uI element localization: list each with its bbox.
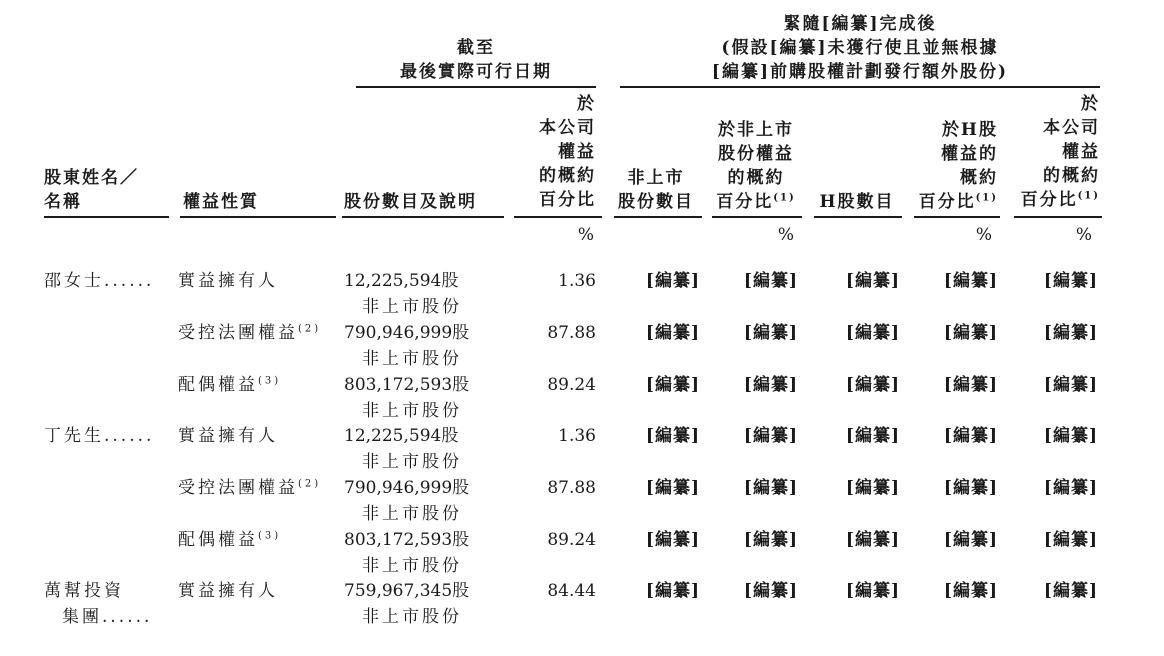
h-shares-redacted: [編纂] bbox=[845, 271, 900, 291]
col-header-line: 於 bbox=[1081, 94, 1100, 114]
pct-unlisted-redacted: [編纂] bbox=[743, 375, 798, 395]
share-count: 803,172,593股 bbox=[344, 375, 470, 395]
col-rule bbox=[1014, 216, 1102, 218]
col-header-line: 概約 bbox=[960, 168, 998, 188]
pct-company-after-redacted: [編纂] bbox=[1043, 530, 1098, 550]
h-shares-redacted: [編纂] bbox=[845, 426, 900, 446]
footnote-ref: (2) bbox=[298, 323, 322, 335]
interest-nature bbox=[178, 527, 281, 553]
footnote-ref: (1) bbox=[1077, 190, 1100, 202]
col-header-line bbox=[710, 190, 802, 214]
pct-h-redacted: [編纂] bbox=[943, 323, 998, 343]
col-header-line: 於非上市 bbox=[718, 120, 794, 140]
col-header-pct-h bbox=[912, 118, 998, 214]
col-rule bbox=[914, 216, 1000, 218]
interest-nature bbox=[178, 578, 278, 604]
pct-company-after-redacted: [編纂] bbox=[1043, 478, 1098, 498]
pct-of-company: 1.36 bbox=[558, 271, 596, 291]
unlisted-shares-redacted: [編纂] bbox=[645, 323, 700, 343]
share-description: 非上市股份 bbox=[362, 504, 462, 524]
col-rule bbox=[514, 216, 602, 218]
share-description: 非上市股份 bbox=[362, 556, 462, 576]
pct-company-after-redacted: [編纂] bbox=[1043, 271, 1098, 291]
share-count: 803,172,593股 bbox=[344, 530, 470, 550]
interest-nature-text: 配偶權益 bbox=[178, 375, 258, 395]
col-header-nature-line: 權益性質 bbox=[183, 192, 259, 212]
shareholder-name: 邵女士...... bbox=[44, 271, 155, 291]
col-header-pct-company bbox=[512, 92, 596, 212]
col-rule bbox=[712, 216, 802, 218]
footnote-ref: (1) bbox=[773, 192, 796, 204]
col-header-text: 百分比 bbox=[716, 192, 774, 212]
interest-nature bbox=[178, 475, 321, 501]
pct-of-company: 89.24 bbox=[547, 530, 596, 550]
footnote-ref: (3) bbox=[258, 375, 282, 387]
col-header-line: 於 bbox=[577, 94, 596, 114]
col-header-line: 本公司 bbox=[1043, 118, 1100, 138]
after-completion-header bbox=[620, 12, 1100, 84]
col-rule bbox=[614, 216, 702, 218]
pct-unlisted-redacted: [編纂] bbox=[743, 426, 798, 446]
shareholder-name: 萬幫投資 bbox=[44, 581, 124, 601]
col-header-text: 百分比 bbox=[1020, 190, 1078, 210]
unlisted-shares-redacted: [編纂] bbox=[645, 581, 700, 601]
col-header-line: 權益 bbox=[558, 142, 596, 162]
col-header-name-line: 股東姓名／ bbox=[44, 168, 139, 188]
col-header-shares bbox=[344, 190, 477, 214]
col-header-line: 百分比 bbox=[539, 190, 596, 210]
share-count: 12,225,594股 bbox=[344, 426, 459, 446]
share-description: 非上市股份 bbox=[362, 297, 462, 317]
col-rule bbox=[342, 216, 504, 218]
interest-nature bbox=[178, 268, 278, 294]
pct-h-redacted: [編纂] bbox=[943, 271, 998, 291]
col-header-line: 的概約 bbox=[1043, 166, 1100, 186]
shareholder-name: 丁先生...... bbox=[44, 426, 155, 446]
col-rule bbox=[44, 216, 169, 218]
unlisted-shares-redacted: [編纂] bbox=[645, 375, 700, 395]
pct-unlisted-redacted: [編纂] bbox=[743, 271, 798, 291]
col-header-line: 權益的 bbox=[941, 144, 998, 164]
col-header-text: 百分比 bbox=[918, 192, 976, 212]
footnote-ref: (2) bbox=[298, 478, 322, 490]
interest-nature bbox=[178, 320, 321, 346]
col-header-line bbox=[1010, 188, 1100, 212]
after-completion-rule bbox=[620, 86, 1100, 88]
share-count: 790,946,999股 bbox=[344, 478, 470, 498]
col-header-pct-unlisted bbox=[710, 118, 802, 214]
unlisted-shares-redacted: [編纂] bbox=[645, 426, 700, 446]
col-header-line: 於H股 bbox=[941, 120, 998, 140]
pct-h-redacted: [編纂] bbox=[943, 426, 998, 446]
col-header-line: 權益 bbox=[1062, 142, 1100, 162]
percent-sign: % bbox=[577, 225, 594, 245]
pct-company-after-redacted: [編纂] bbox=[1043, 581, 1098, 601]
pct-h-redacted: [編纂] bbox=[943, 581, 998, 601]
interest-nature-text: 配偶權益 bbox=[178, 530, 258, 550]
share-count: 790,946,999股 bbox=[344, 323, 470, 343]
unlisted-shares-redacted: [編纂] bbox=[645, 271, 700, 291]
pct-h-redacted: [編纂] bbox=[943, 375, 998, 395]
share-count: 759,967,345股 bbox=[344, 581, 470, 601]
pct-of-company: 84.44 bbox=[547, 581, 596, 601]
col-header-line: 本公司 bbox=[539, 118, 596, 138]
pct-company-after-redacted: [編纂] bbox=[1043, 426, 1098, 446]
pct-company-after-redacted: [編纂] bbox=[1043, 323, 1098, 343]
col-header-line: 的概約 bbox=[539, 166, 596, 186]
pct-unlisted-redacted: [編纂] bbox=[743, 323, 798, 343]
pct-h-redacted: [編纂] bbox=[943, 530, 998, 550]
col-header-name-line: 名稱 bbox=[44, 192, 82, 212]
col-header-line: 股份權益 bbox=[718, 144, 794, 164]
footnote-ref: (1) bbox=[975, 192, 998, 204]
pct-of-company: 87.88 bbox=[547, 323, 596, 343]
col-header-unlisted-shares bbox=[612, 166, 700, 214]
after-header-line: 緊隨[編纂]完成後 bbox=[783, 14, 937, 34]
share-description: 非上市股份 bbox=[362, 607, 462, 627]
share-description: 非上市股份 bbox=[362, 349, 462, 369]
interest-nature-text: 實益擁有人 bbox=[178, 426, 278, 446]
pct-unlisted-redacted: [編纂] bbox=[743, 478, 798, 498]
col-header-line: 的概約 bbox=[727, 168, 785, 188]
percent-sign: % bbox=[1075, 225, 1092, 245]
share-description: 非上市股份 bbox=[362, 452, 462, 472]
as-at-rule bbox=[356, 86, 596, 88]
pct-of-company: 1.36 bbox=[558, 426, 596, 446]
unlisted-shares-redacted: [編纂] bbox=[645, 478, 700, 498]
after-header-line: (假設[編纂]未獲行使且並無根據 bbox=[721, 38, 999, 58]
after-header-line: [編纂]前購股權計劃發行額外股份) bbox=[711, 62, 1009, 82]
pct-of-company: 87.88 bbox=[547, 478, 596, 498]
col-header-shares-line: 股份數目及說明 bbox=[344, 192, 477, 212]
as-at-header bbox=[356, 36, 596, 84]
unlisted-shares-redacted: [編纂] bbox=[645, 530, 700, 550]
shareholder-name-cont: 集團...... bbox=[62, 607, 153, 627]
pct-unlisted-redacted: [編纂] bbox=[743, 530, 798, 550]
pct-of-company: 89.24 bbox=[547, 375, 596, 395]
share-count: 12,225,594股 bbox=[344, 271, 459, 291]
h-shares-redacted: [編纂] bbox=[845, 478, 900, 498]
percent-sign: % bbox=[777, 225, 794, 245]
interest-nature-text: 受控法團權益 bbox=[178, 323, 298, 343]
col-header-name bbox=[44, 166, 169, 214]
share-description: 非上市股份 bbox=[362, 401, 462, 421]
col-header-line: H股數目 bbox=[819, 192, 895, 212]
col-header-nature bbox=[183, 190, 259, 214]
col-header-line: 股份數目 bbox=[618, 192, 694, 212]
pct-unlisted-redacted: [編纂] bbox=[743, 581, 798, 601]
pct-h-redacted: [編纂] bbox=[943, 478, 998, 498]
col-header-h-shares bbox=[812, 190, 902, 214]
as-at-header-line: 最後實際可行日期 bbox=[400, 62, 552, 82]
col-header-line bbox=[912, 190, 998, 214]
col-rule bbox=[180, 216, 336, 218]
footnote-ref: (3) bbox=[258, 530, 282, 542]
col-rule bbox=[814, 216, 902, 218]
interest-nature-text: 實益擁有人 bbox=[178, 581, 278, 601]
interest-nature-text: 受控法團權益 bbox=[178, 478, 298, 498]
h-shares-redacted: [編纂] bbox=[845, 323, 900, 343]
h-shares-redacted: [編纂] bbox=[845, 375, 900, 395]
pct-company-after-redacted: [編纂] bbox=[1043, 375, 1098, 395]
interest-nature-text: 實益擁有人 bbox=[178, 271, 278, 291]
interest-nature bbox=[178, 372, 281, 398]
h-shares-redacted: [編纂] bbox=[845, 530, 900, 550]
h-shares-redacted: [編纂] bbox=[845, 581, 900, 601]
col-header-pct-company-after bbox=[1010, 92, 1100, 212]
percent-sign: % bbox=[975, 225, 992, 245]
col-header-line: 非上市 bbox=[627, 168, 685, 188]
as-at-header-line: 截至 bbox=[457, 38, 495, 58]
interest-nature bbox=[178, 423, 278, 449]
